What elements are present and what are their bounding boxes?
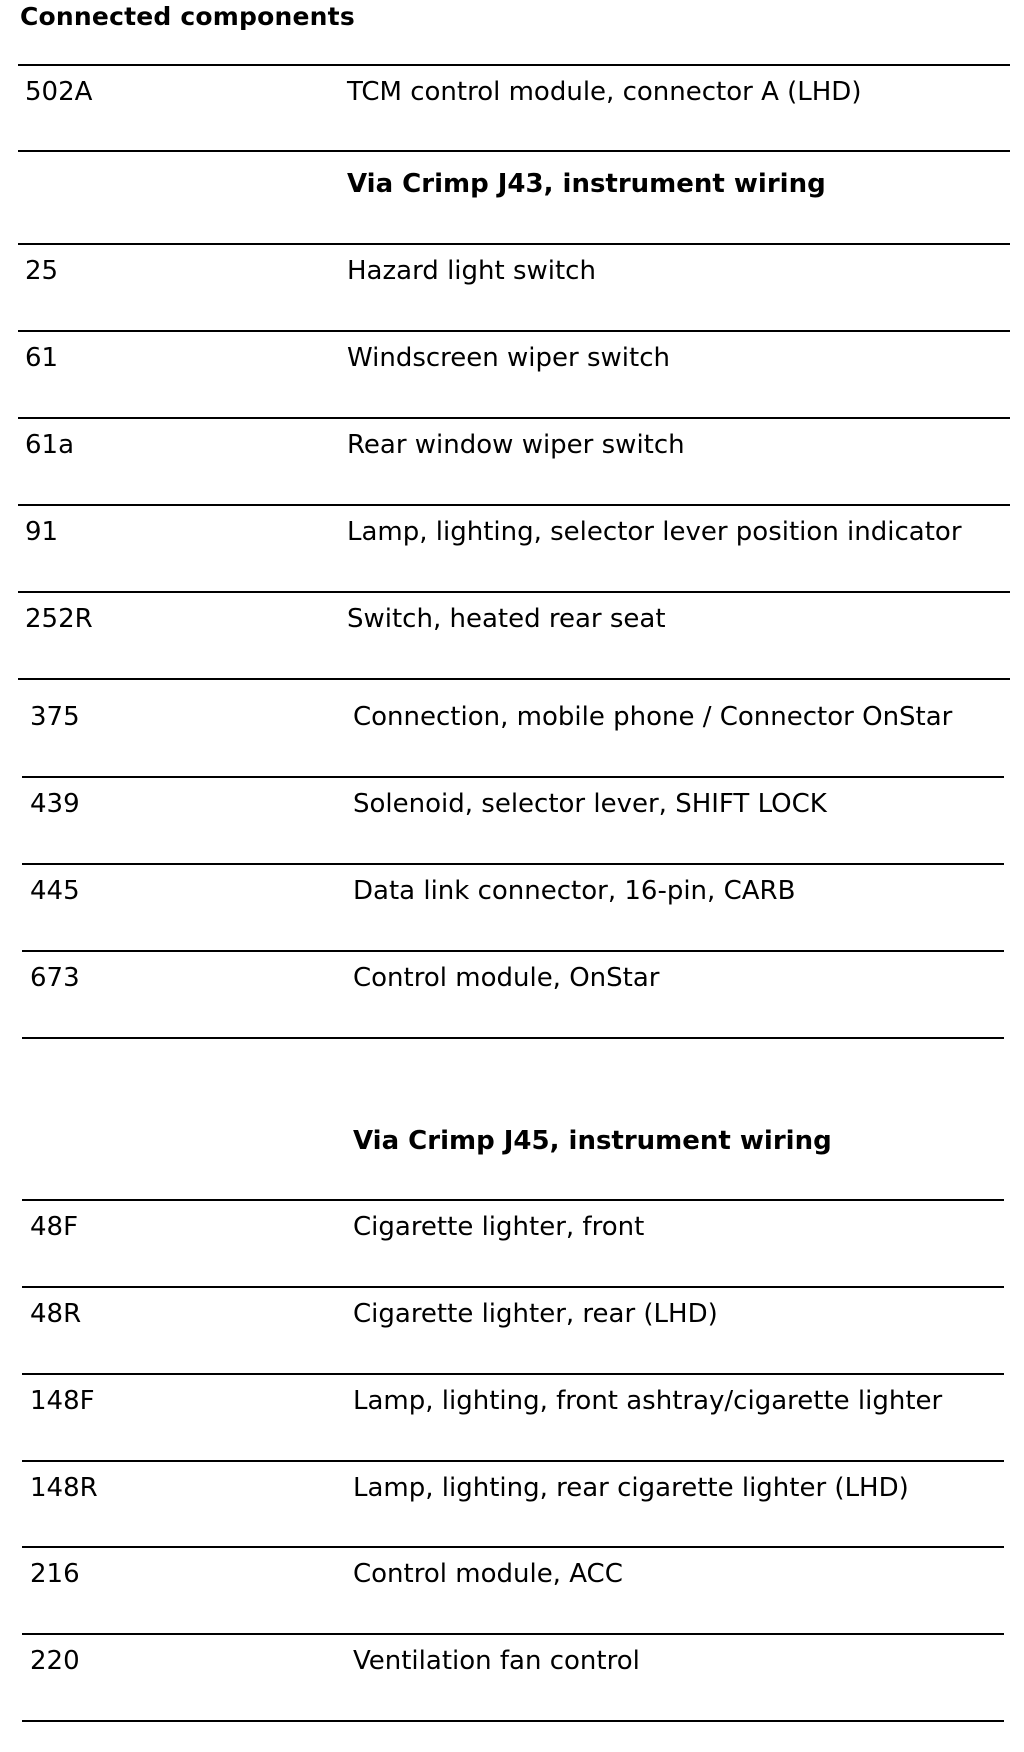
component-code: 673 xyxy=(30,963,80,993)
table-rule xyxy=(18,150,1010,152)
component-code: 220 xyxy=(30,1646,80,1676)
component-description: Ventilation fan control xyxy=(353,1646,640,1676)
table-rule xyxy=(22,776,1004,778)
component-code: 502A xyxy=(25,77,93,107)
table-rule xyxy=(22,863,1004,865)
component-description: Hazard light switch xyxy=(347,256,596,286)
page-title: Connected components xyxy=(20,2,355,31)
component-code: 252R xyxy=(25,604,93,634)
component-code: 48F xyxy=(30,1212,79,1242)
component-description: Cigarette lighter, front xyxy=(353,1212,645,1242)
table-rule xyxy=(18,243,1010,245)
component-code: 61a xyxy=(25,430,75,460)
component-description: Switch, heated rear seat xyxy=(347,604,666,634)
component-description: Control module, OnStar xyxy=(353,963,660,993)
component-code: 148F xyxy=(30,1386,95,1416)
table-rule xyxy=(18,64,1010,66)
component-code: 439 xyxy=(30,789,80,819)
table-rule xyxy=(22,1720,1004,1722)
table-rule xyxy=(18,678,1010,680)
table-rule xyxy=(18,591,1010,593)
component-code: 91 xyxy=(25,517,59,547)
component-description: Control module, ACC xyxy=(353,1559,623,1589)
component-code: 445 xyxy=(30,876,80,906)
component-description: Lamp, lighting, selector lever position indicator xyxy=(347,517,962,547)
table-rule xyxy=(18,330,1010,332)
component-code: 25 xyxy=(25,256,59,286)
component-description: Rear window wiper switch xyxy=(347,430,685,460)
table-rule xyxy=(22,1037,1004,1039)
component-code: 48R xyxy=(30,1299,82,1329)
table-rule xyxy=(22,1199,1004,1201)
component-code: 375 xyxy=(30,702,80,732)
table-rule xyxy=(22,950,1004,952)
table-rule xyxy=(22,1546,1004,1548)
component-description: Windscreen wiper switch xyxy=(347,343,670,373)
component-description: Lamp, lighting, front ashtray/cigarette lighter xyxy=(353,1386,943,1416)
table-rule xyxy=(22,1460,1004,1462)
section-heading: Via Crimp J45, instrument wiring xyxy=(353,1126,832,1156)
component-code: 148R xyxy=(30,1473,98,1503)
component-description: Solenoid, selector lever, SHIFT LOCK xyxy=(353,789,827,819)
component-description: Cigarette lighter, rear (LHD) xyxy=(353,1299,718,1329)
component-description: Data link connector, 16-pin, CARB xyxy=(353,876,796,906)
component-code: 61 xyxy=(25,343,59,373)
table-rule xyxy=(22,1286,1004,1288)
table-rule xyxy=(18,504,1010,506)
section-heading: Via Crimp J43, instrument wiring xyxy=(347,169,826,199)
component-description: Lamp, lighting, rear cigarette lighter (LHD) xyxy=(353,1473,909,1503)
component-description: Connection, mobile phone / Connector OnStar xyxy=(353,702,953,732)
table-rule xyxy=(18,417,1010,419)
table-rule xyxy=(22,1373,1004,1375)
component-description: TCM control module, connector A (LHD) xyxy=(347,77,862,107)
table-rule xyxy=(22,1633,1004,1635)
component-code: 216 xyxy=(30,1559,80,1589)
